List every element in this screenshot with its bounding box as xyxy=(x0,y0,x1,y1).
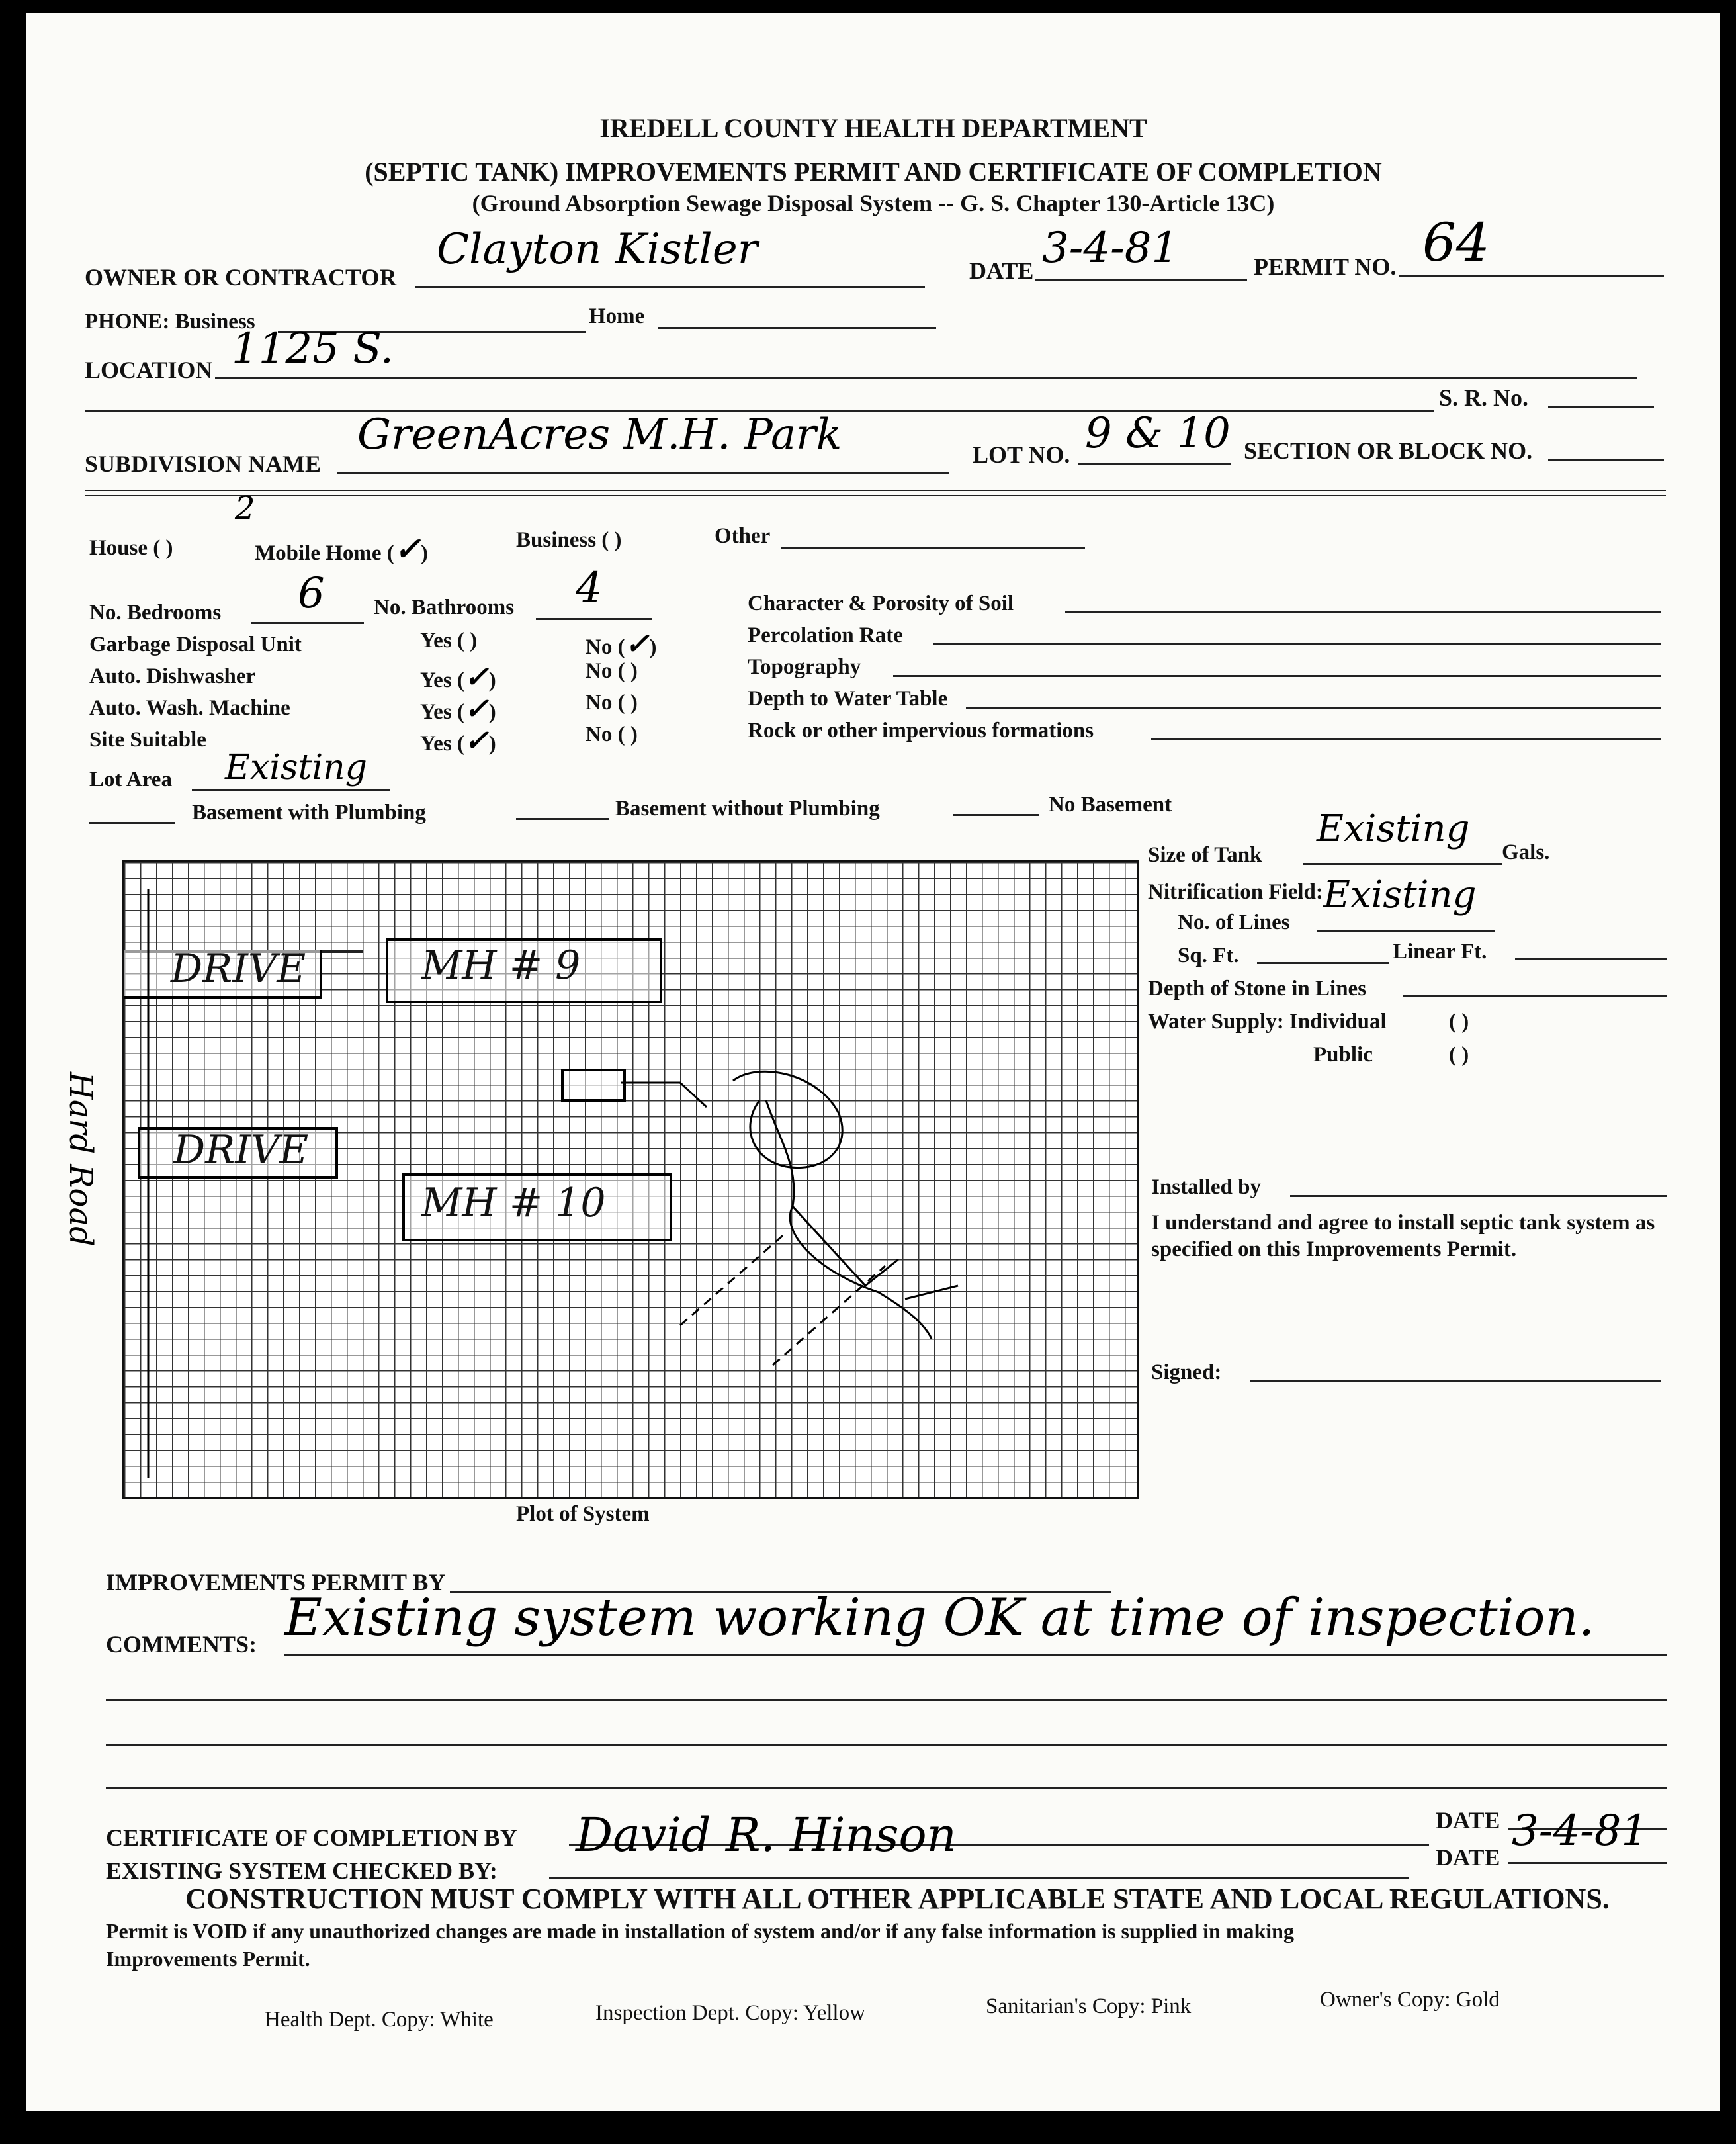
signed-label: Signed: xyxy=(1151,1361,1222,1384)
void-notice-1: Permit is VOID if any unauthorized changes are made in installation of system and/or if any false information is supplied in making xyxy=(106,1919,1294,1943)
copy-sanitarian: Sanitarian's Copy: Pink xyxy=(986,1994,1192,2018)
site-yes-close: ) xyxy=(488,732,496,756)
garbage-no-text: No ( xyxy=(586,635,625,659)
copy-health: Health Dept. Copy: White xyxy=(265,2008,494,2032)
mh10-label: MH # 10 xyxy=(421,1180,606,1226)
date2-label: DATE xyxy=(1436,1844,1500,1871)
site-no: No ( ) xyxy=(586,723,638,746)
garbage-no xyxy=(586,627,656,661)
date1-label: DATE xyxy=(1436,1807,1500,1834)
form-subtitle: (Ground Absorption Sewage Disposal System -- G. S. Chapter 130-Article 13C) xyxy=(472,190,1275,216)
dishwasher-yes xyxy=(420,660,496,694)
no-lines-label: No. of Lines xyxy=(1178,911,1290,934)
permit-label: PERMIT NO. xyxy=(1254,253,1397,280)
washer-no: No ( ) xyxy=(586,691,638,715)
rock-label: Rock or other impervious formations xyxy=(748,719,1094,742)
garbage-yes: Yes ( ) xyxy=(420,629,478,652)
subdivision-label: SUBDIVISION NAME xyxy=(85,451,322,477)
certificate-label: CERTIFICATE OF COMPLETION BY xyxy=(106,1824,517,1851)
nitrification-label: Nitrification Field: xyxy=(1148,880,1323,904)
bathrooms-label: No. Bathrooms xyxy=(374,596,515,619)
mobile-home-close: ) xyxy=(421,541,428,565)
lot-value: 9 & 10 xyxy=(1085,409,1231,458)
location-value: 1125 S. xyxy=(232,324,394,373)
water-table-label: Depth to Water Table xyxy=(748,687,948,711)
mobile-home-label xyxy=(255,531,428,568)
site-yes-check: ✓ xyxy=(464,724,489,758)
tank-size-label: Size of Tank xyxy=(1148,843,1262,867)
agree-text: I understand and agree to install septic tank system as specified on this Improvements Permit. xyxy=(1151,1211,1655,1261)
date2-value: 3-4-81 xyxy=(1512,1807,1649,1855)
drive-2-label: DRIVE xyxy=(173,1127,309,1173)
bathrooms-value: 4 xyxy=(576,564,603,613)
bedrooms-label: No. Bedrooms xyxy=(89,601,222,625)
soil-character-label: Character & Porosity of Soil xyxy=(748,592,1014,615)
mh9-label: MH # 9 xyxy=(421,942,581,989)
no-basement-label: No Basement xyxy=(1049,793,1172,817)
checked-by-label: EXISTING SYSTEM CHECKED BY: xyxy=(106,1857,498,1884)
mobile-home-text: Mobile Home ( xyxy=(255,541,394,565)
owner-label: OWNER OR CONTRACTOR xyxy=(85,264,397,290)
house-count: 2 xyxy=(235,490,255,527)
dishwasher-yes-close: ) xyxy=(488,668,496,692)
department-title: IREDELL COUNTY HEALTH DEPARTMENT xyxy=(599,113,1147,143)
site-yes-text: Yes ( xyxy=(420,732,464,756)
topography-label: Topography xyxy=(748,655,861,679)
site-yes xyxy=(420,724,496,758)
check-label-garbage: Garbage Disposal Unit xyxy=(89,633,302,656)
garbage-no-close: ) xyxy=(649,635,657,659)
void-notice-2: Improvements Permit. xyxy=(106,1947,310,1971)
business-label: Business ( ) xyxy=(516,528,622,552)
check-label-washer: Auto. Wash. Machine xyxy=(89,696,290,720)
lot-label: LOT NO. xyxy=(973,441,1070,468)
plot-grid xyxy=(122,860,1139,1499)
check-label-site: Site Suitable xyxy=(89,728,206,752)
mobile-home-check: ✓ xyxy=(394,531,421,568)
improvements-by-label: IMPROVEMENTS PERMIT BY xyxy=(106,1569,446,1595)
form-title: (SEPTIC TANK) IMPROVEMENTS PERMIT AND CERTIFICATE OF COMPLETION xyxy=(365,157,1382,187)
road-label: Hard Road xyxy=(62,1072,99,1247)
inspector-signature: David R. Hinson xyxy=(576,1808,957,1862)
comply-notice: CONSTRUCTION MUST COMPLY WITH ALL OTHER APPLICABLE STATE AND LOCAL REGULATIONS. xyxy=(185,1883,1610,1915)
lot-area-label: Lot Area xyxy=(89,768,172,791)
water-public-box: ( ) xyxy=(1449,1043,1469,1067)
dishwasher-no: No ( ) xyxy=(586,659,638,683)
owner-value: Clayton Kistler xyxy=(437,225,758,274)
water-supply-label: Water Supply: Individual xyxy=(1148,1010,1387,1034)
field-sketch xyxy=(124,862,1137,1497)
water-public-label: Public xyxy=(1313,1043,1373,1067)
house-label: House ( ) xyxy=(89,536,173,560)
phone-business-label: PHONE: Business xyxy=(85,310,255,334)
sq-ft-label: Sq. Ft. xyxy=(1178,944,1239,967)
other-label: Other xyxy=(715,524,771,548)
comments-value: Existing system working OK at time of inspection. xyxy=(284,1588,1595,1648)
lot-area-value: Existing xyxy=(225,748,367,787)
comments-label: COMMENTS: xyxy=(106,1631,257,1658)
basement-with-label: Basement with Plumbing xyxy=(192,801,426,825)
copy-inspection: Inspection Dept. Copy: Yellow xyxy=(595,2001,865,2025)
location-label: LOCATION xyxy=(85,357,213,383)
copy-owner: Owner's Copy: Gold xyxy=(1320,1988,1500,2012)
dishwasher-yes-check: ✓ xyxy=(464,660,489,694)
washer-yes-check: ✓ xyxy=(464,692,489,726)
dishwasher-yes-text: Yes ( xyxy=(420,668,464,692)
phone-home-label: Home xyxy=(589,304,645,328)
no-lines-value: Existing xyxy=(1323,873,1477,916)
washer-yes-text: Yes ( xyxy=(420,700,464,724)
water-individual-box: ( ) xyxy=(1449,1010,1469,1034)
washer-yes-close: ) xyxy=(488,700,496,724)
bedrooms-value: 6 xyxy=(298,569,325,618)
subdivision-value: GreenAcres M.H. Park xyxy=(357,410,842,459)
basement-without-label: Basement without Plumbing xyxy=(615,797,880,821)
linear-ft-label: Linear Ft. xyxy=(1393,940,1487,963)
drive-1-label: DRIVE xyxy=(171,946,306,992)
date-value: 3-4-81 xyxy=(1042,224,1179,273)
washer-yes xyxy=(420,692,496,726)
stone-depth-label: Depth of Stone in Lines xyxy=(1148,977,1367,1001)
perc-rate-label: Percolation Rate xyxy=(748,623,903,647)
installed-by-label: Installed by xyxy=(1151,1175,1261,1199)
tank-size-value: Existing xyxy=(1317,807,1470,850)
plot-caption: Plot of System xyxy=(516,1502,650,1526)
permit-form xyxy=(26,13,1720,2111)
check-label-dishwasher: Auto. Dishwasher xyxy=(89,664,256,688)
section-label: SECTION OR BLOCK NO. xyxy=(1244,437,1533,464)
date-label: DATE xyxy=(969,257,1034,284)
permit-value: 64 xyxy=(1422,212,1490,273)
gals-label: Gals. xyxy=(1502,840,1550,864)
garbage-no-check: ✓ xyxy=(625,627,650,661)
sr-no-label: S. R. No. xyxy=(1439,384,1529,411)
